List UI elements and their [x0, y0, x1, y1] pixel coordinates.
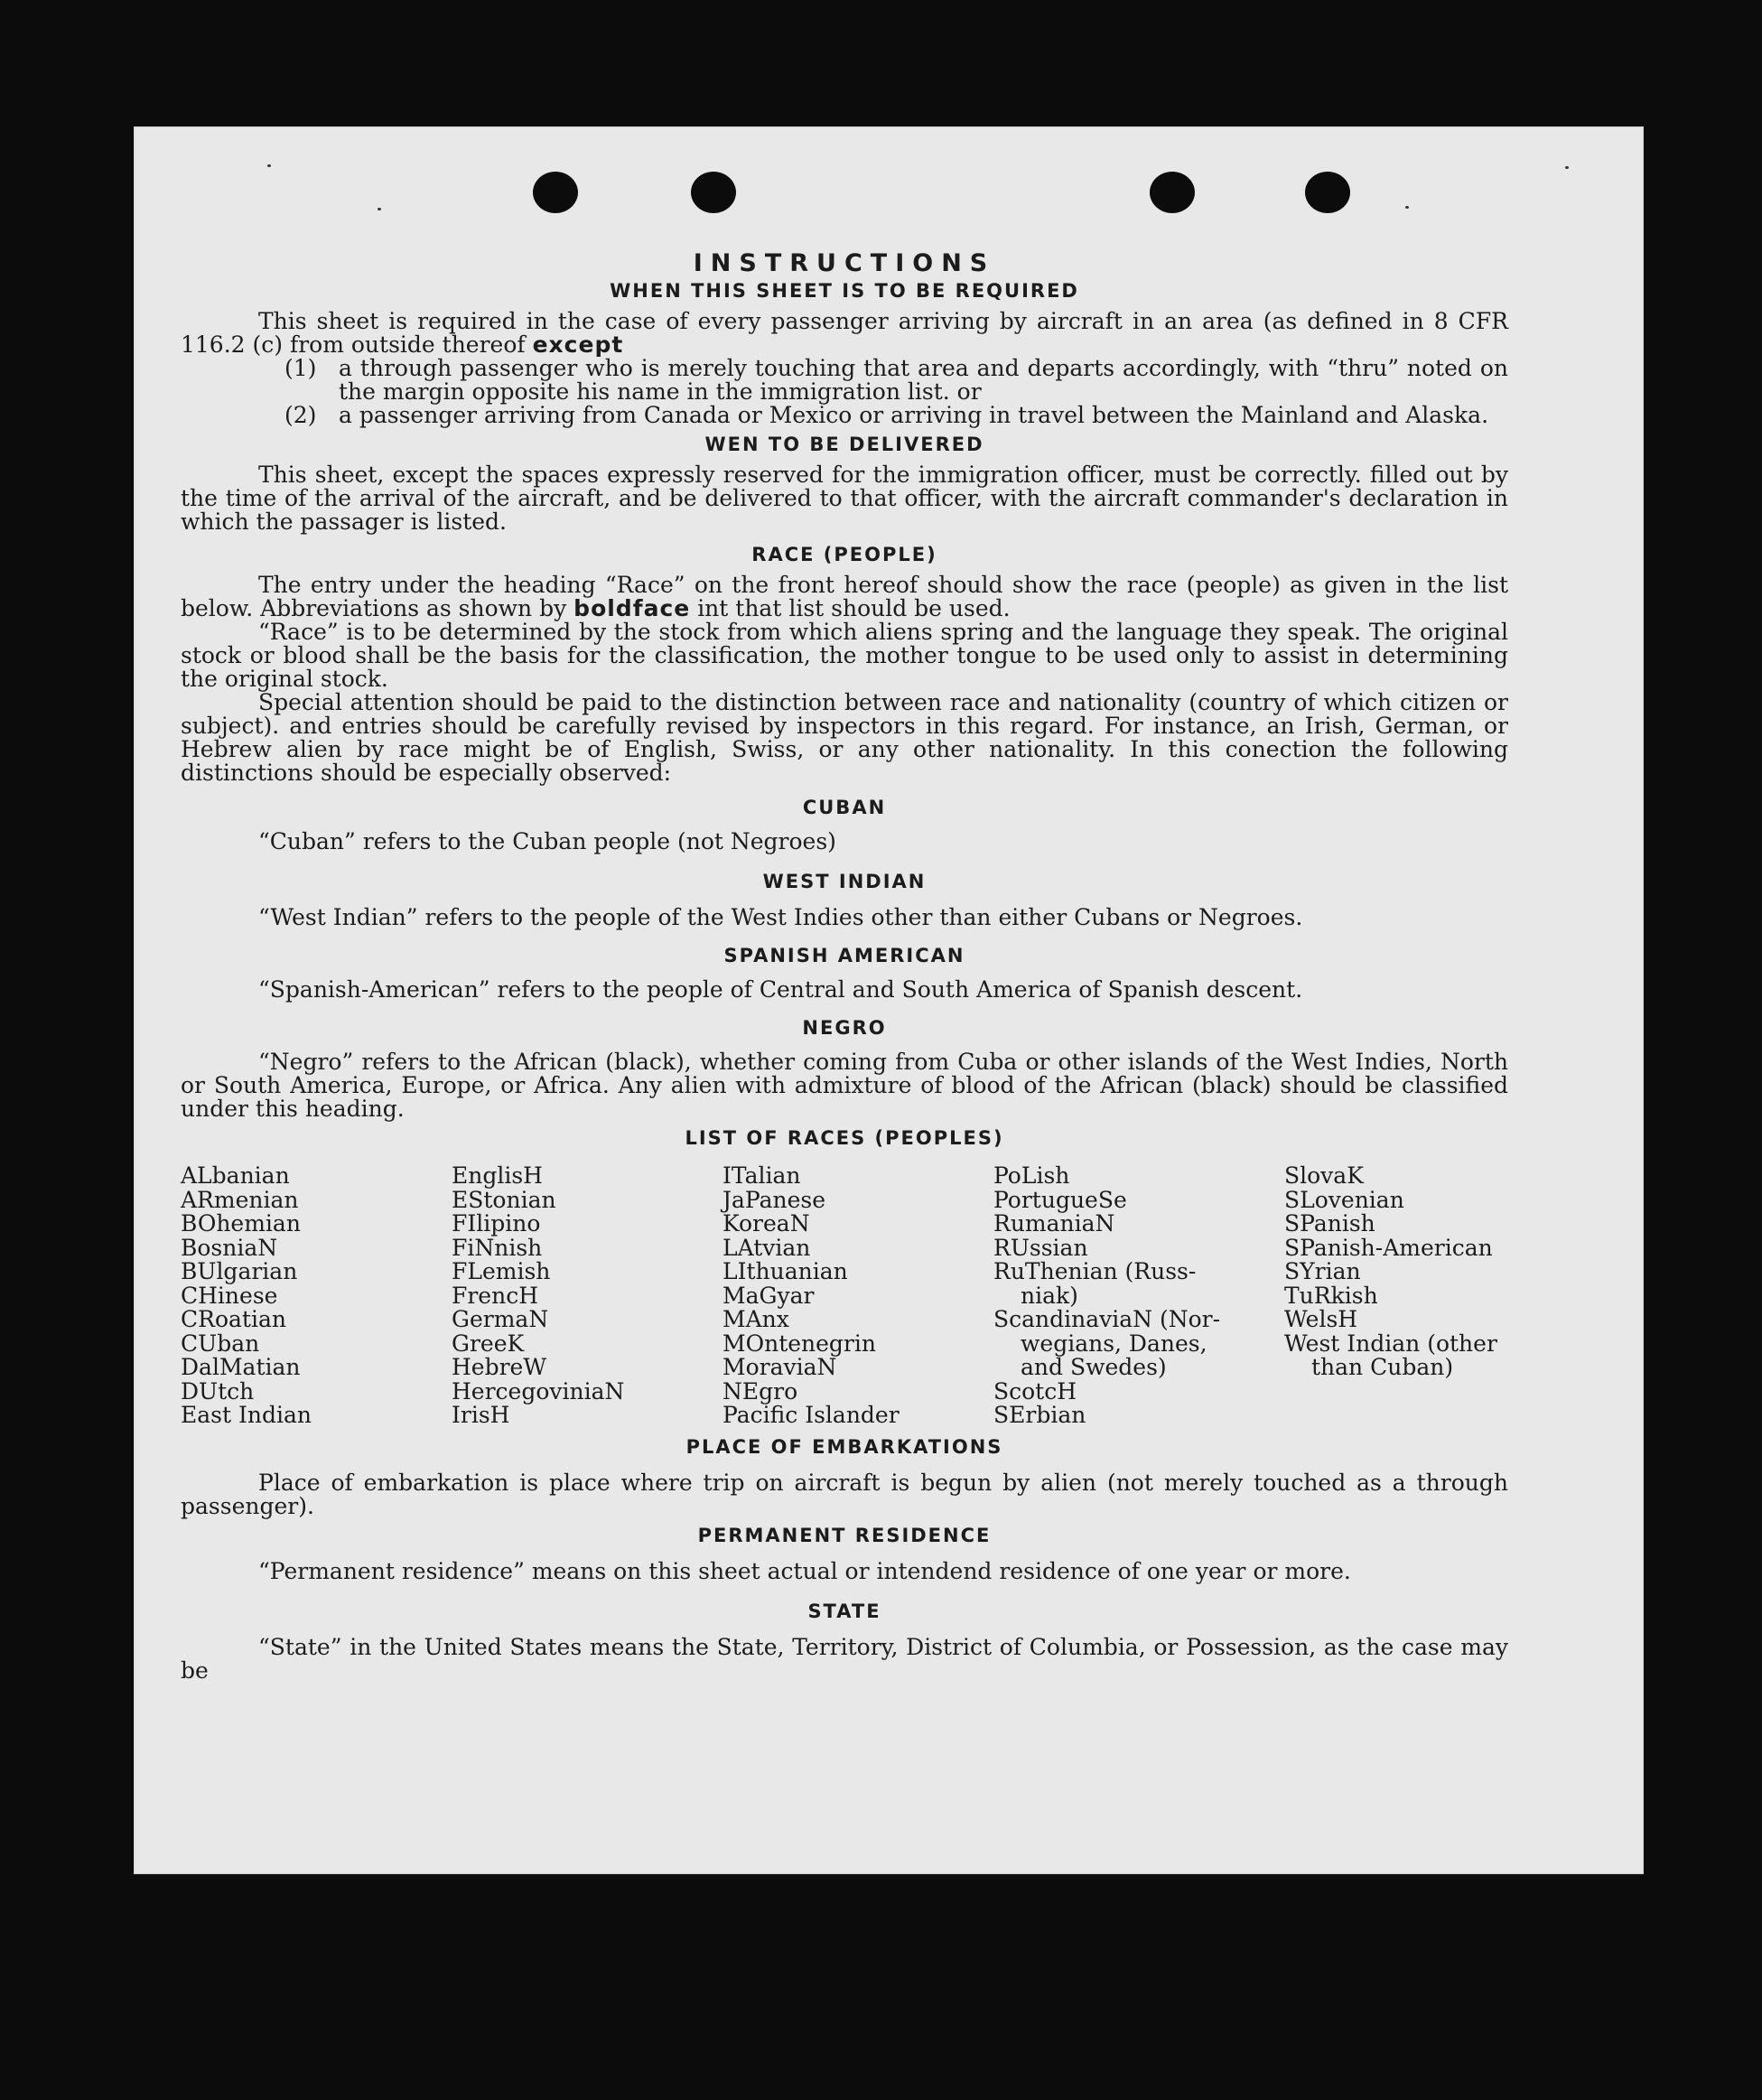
punch-hole: [533, 172, 578, 213]
race-item: LIthuanian: [723, 1258, 848, 1284]
race-item: SPanish-American: [1284, 1234, 1493, 1261]
race-item: IrisH: [452, 1402, 510, 1428]
paragraph-west-indian: “West Indian” refers to the people of the West Indies other than either Cubans or Negroes.: [258, 904, 1303, 930]
race-item-continued: and Swedes): [1021, 1354, 1167, 1380]
race-item: ARmenian: [181, 1186, 299, 1213]
race-item: SlovaK: [1284, 1162, 1364, 1189]
race-item: BosniaN: [181, 1234, 278, 1261]
race-column-4: [993, 1164, 1284, 1428]
race-item: GreeK: [452, 1330, 525, 1357]
paragraph-embarkation: Place of embarkation is place where trip on aircraft is begun by alien (not merely touched as a through passenger).: [181, 1469, 1508, 1519]
race-item: RumaniaN: [993, 1210, 1115, 1237]
race-list: [181, 1164, 1508, 1428]
race-item: LAtvian: [723, 1234, 811, 1261]
race-item: FLemish: [452, 1258, 551, 1284]
heading-west-indian: WEST INDIAN: [762, 871, 927, 892]
heading-list-of-races: LIST OF RACES (PEOPLES): [685, 1127, 1004, 1149]
race-item: MaGyar: [723, 1282, 815, 1309]
race-column-2: [452, 1164, 723, 1428]
punch-hole: [1305, 172, 1350, 213]
race-entry-text: The entry under the heading “Race” on the front hereof should show the race (people) as given in the list below. Abbreviations as shown by: [181, 572, 1508, 621]
race-item: CHinese: [181, 1282, 278, 1309]
paragraph-requirement: [181, 310, 1508, 357]
paragraph-state: “State” in the United States means the State, Territory, District of Columbia, or Possession, as the case may be: [181, 1633, 1508, 1684]
heading-embarkation: PLACE OF EMBARKATIONS: [685, 1435, 1003, 1458]
race-column-3: [723, 1164, 993, 1428]
race-item: TuRkish: [1284, 1282, 1378, 1309]
paragraph-race-entry: [181, 574, 1508, 621]
race-item: CUban: [181, 1330, 260, 1357]
race-item: BUlgarian: [181, 1258, 298, 1284]
exception-number: (1): [284, 355, 317, 381]
heading-when-required: WHEN THIS SHEET IS TO BE REQUIRED: [610, 280, 1079, 302]
paragraph-race-definition: “Race” is to be determined by the stock from which aliens spring and the language they speak. The original stock or blood shall be the basis for the classification, the mother tongue to be used only to assist in determining the original stock.: [181, 619, 1508, 692]
race-item: JaPanese: [723, 1186, 826, 1213]
heading-negro: NEGRO: [802, 1017, 887, 1039]
instructions-content: [181, 248, 1508, 1683]
race-item: PortugueSe: [993, 1186, 1127, 1213]
race-column-1: [181, 1164, 452, 1428]
race-item: SErbian: [993, 1402, 1086, 1428]
heading-when-delivered: WEN TO BE DELIVERED: [704, 434, 984, 455]
paragraph-negro: “Negro” refers to the African (black), whether coming from Cuba or other islands of the West Indies, North or South America, Europe, or Africa. Any alien with admixture of blood of the African (black) should be classified under this heading.: [181, 1049, 1508, 1122]
race-item: ITalian: [723, 1162, 801, 1189]
race-item-continued: niak): [1021, 1282, 1078, 1309]
race-item: HebreW: [452, 1354, 547, 1380]
race-item: SYrian: [1284, 1258, 1361, 1284]
race-item: WelsH: [1284, 1306, 1358, 1332]
race-column-5: [1284, 1164, 1508, 1428]
heading-spanish-american: SPANISH AMERICAN: [723, 945, 965, 966]
race-item: FIlipino: [452, 1210, 541, 1237]
dust-speck: [1565, 166, 1569, 169]
punch-hole: [1150, 172, 1195, 213]
paragraph-delivery: This sheet, except the spaces expressly reserved for the immigration officer, must be correctly. filled out by the time of the arrival of the aircraft, and be delivered to that officer, with the aircraft commander's declaration in which the passager is listed.: [181, 462, 1508, 535]
race-item: West Indian (other: [1284, 1330, 1497, 1357]
heading-cuban: CUBAN: [802, 797, 887, 818]
race-item: RUssian: [993, 1234, 1088, 1261]
race-item: ScotcH: [993, 1377, 1077, 1405]
exception-number: (2): [284, 402, 317, 428]
race-item: SPanish: [1284, 1210, 1375, 1237]
race-item: EnglisH: [452, 1162, 543, 1189]
heading-race: RACE (PEOPLE): [751, 544, 937, 565]
race-item: NEgro: [723, 1377, 798, 1405]
exception-text: a passenger arriving from Canada or Mexico or arriving in travel between the Mainland and Alaska.: [339, 402, 1489, 428]
requirement-text: This sheet is required in the case of every passenger arriving by aircraft in an area (as defined in 8 CFR 116.2 (c) from outside thereof: [181, 308, 1508, 358]
race-item: EStonian: [452, 1186, 556, 1213]
race-item: CRoatian: [181, 1306, 286, 1332]
page-title: INSTRUCTIONS: [693, 249, 996, 277]
race-item-continued: than Cuban): [1311, 1354, 1454, 1380]
heading-permanent-residence: PERMANENT RESIDENCE: [697, 1524, 992, 1546]
race-item: MOntenegrin: [723, 1330, 876, 1357]
race-item: MoraviaN: [723, 1354, 837, 1380]
race-item: RuThenian (Russ-: [993, 1258, 1197, 1284]
race-item: KoreaN: [723, 1210, 810, 1237]
race-item: HercegoviniaN: [452, 1377, 625, 1405]
race-item: DalMatian: [181, 1354, 301, 1380]
punch-hole: [691, 172, 736, 213]
paragraph-cuban: “Cuban” refers to the Cuban people (not Negroes): [258, 828, 836, 854]
dust-speck: [267, 164, 271, 167]
race-item: ScandinaviaN (Nor-: [993, 1306, 1221, 1332]
race-item: ALbanian: [181, 1162, 290, 1189]
exception-text: a through passenger who is merely touching that area and departs accordingly, with “thru” noted on the margin opposite his name in the immigration list. or: [339, 355, 1508, 405]
race-item: DUtch: [181, 1377, 255, 1405]
race-item: FrencH: [452, 1282, 538, 1309]
race-item: FiNnish: [452, 1234, 543, 1261]
race-item: East Indian: [181, 1402, 312, 1428]
race-item-continued: wegians, Danes,: [1021, 1330, 1207, 1357]
race-item: Pacific Islander: [723, 1402, 900, 1428]
document-sheet: [134, 126, 1644, 1874]
race-entry-text-end: int that list should be used.: [697, 595, 1011, 621]
paragraph-spanish-american: “Spanish-American” refers to the people of Central and South America of Spanish descent.: [258, 976, 1303, 1003]
race-item: GermaN: [452, 1306, 549, 1332]
paragraph-distinction: Special attention should be paid to the distinction between race and nationality (country of which citizen or subject). and entries should be carefully revised by inspectors in this regard. For instance, an Irish, German, or Hebrew alien by race might be of English, Swiss, or any other nationality. In this conection the following distinctions should be especially observed:: [181, 689, 1508, 786]
race-item: PoLish: [993, 1162, 1070, 1189]
paragraph-permanent-residence: “Permanent residence” means on this sheet actual or intendend residence of one year or more.: [258, 1557, 1351, 1584]
race-item: MAnx: [723, 1306, 789, 1332]
dust-speck: [378, 208, 381, 210]
race-item: BOhemian: [181, 1210, 301, 1237]
boldface-emphasis: boldface: [573, 595, 691, 621]
dust-speck: [1405, 206, 1409, 209]
exception-item-2: [181, 404, 1508, 427]
race-item: SLovenian: [1284, 1186, 1404, 1213]
exception-item-1: [181, 357, 1508, 404]
except-emphasis: except: [532, 331, 624, 358]
heading-state: STATE: [807, 1600, 881, 1622]
